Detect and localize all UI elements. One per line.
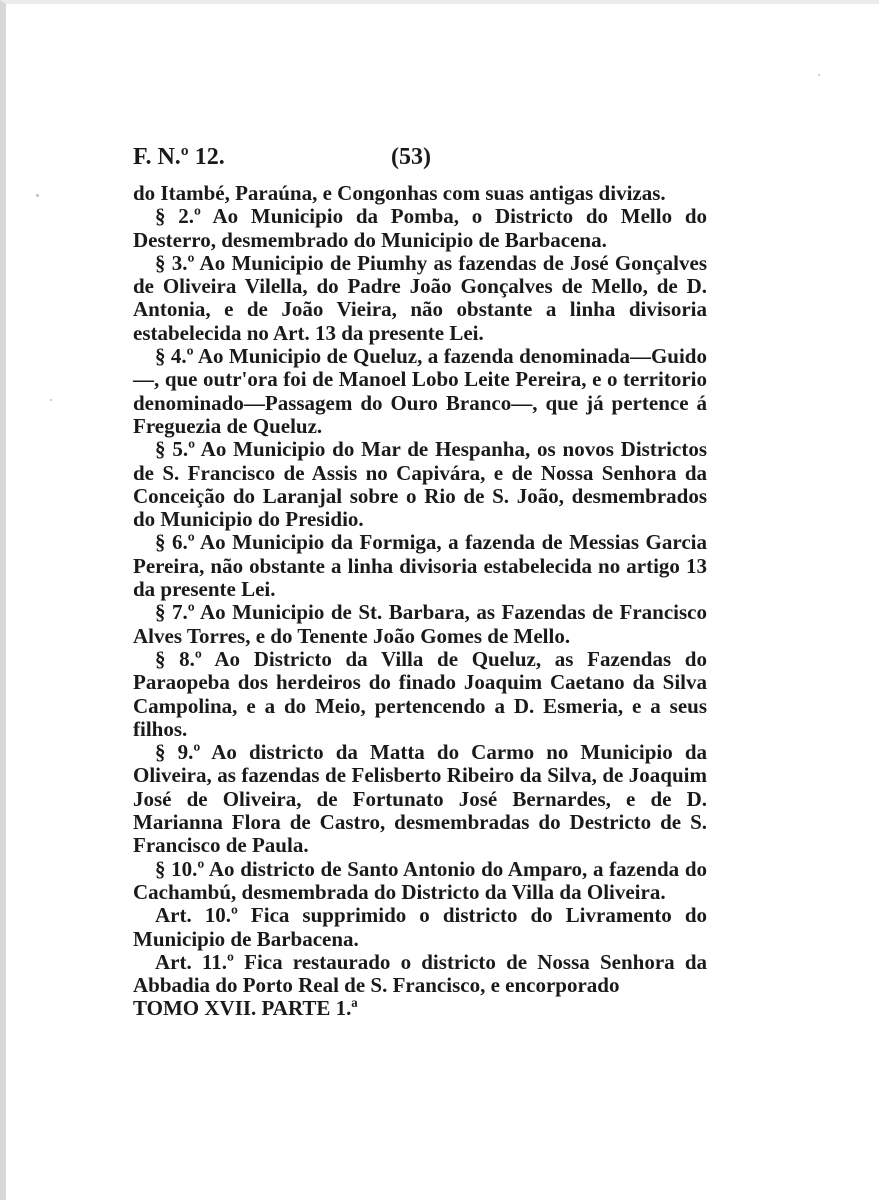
paragraph: § 10.º Ao districto de Santo Antonio do Amparo, a fazenda do Cachambú, desmembrada do Districto da Villa da Oliveira. (133, 856, 707, 904)
paper-speck (818, 74, 820, 76)
paragraph: § 3.º Ao Municipio de Piumhy as fazendas de José Gonçalves de Oliveira Vilella, do Padre João Gonçalves de Mello, de D. Antonia, e de João Vieira, não obstante a linha divisoria estabelecida no Art. 13 da presente Lei. (133, 250, 707, 345)
paragraph: Art. 10.º Fica supprimido o districto do Livramento do Municipio de Barbacena. (133, 903, 707, 951)
paragraph: Art. 11.º Fica restaurado o districto de Nossa Senhora da Abbadia do Porto Real de S. Francisco, e encorporado (133, 949, 707, 998)
paper-speck (36, 194, 39, 197)
paragraph: § 4.º Ao Municipio de Queluz, a fazenda denominada—Guido—, que outr'ora foi de Manoel Lobo Leite Pereira, e o territorio denominado—Passagem do Ouro Branco—, que já pertence á Freguezia de Queluz. (133, 344, 707, 438)
paragraph: § 9.º Ao districto da Matta do Carmo no Municipio da Oliveira, as fazendas de Felisberto Ribeiro da Silva, de Joaquim José de Oliveira, de Fortunato José Bernardes, e de D. Marianna Flora de Castro, desmembradas do Destricto de S. Francisco de Paula. (133, 740, 707, 858)
form-reference: F. N.º 12. (133, 144, 225, 170)
paragraph: § 8.º Ao Districto da Villa de Queluz, as Fazendas do Paraopeba dos herdeiros do finado Joaquim Caetano da Silva Campolina, e a do Meio, pertencendo a D. Esmeria, e a seus filhos. (133, 646, 707, 741)
paragraph: § 7.º Ao Municipio de St. Barbara, as Fazendas de Francisco Alves Torres, e do Tenente João Gomes de Mello. (133, 600, 707, 648)
volume-footer: TOMO XVII. PARTE 1.ª (133, 996, 358, 1021)
paragraph: do Itambé, Paraúna, e Congonhas com suas antigas divizas. (133, 181, 666, 205)
page-number: (53) (391, 144, 431, 170)
page-header (133, 144, 693, 176)
paragraph: § 5.º Ao Municipio do Mar de Hespanha, os novos Districtos de S. Francisco de Assis no Capivára, e de Nossa Senhora da Conceição do Laranjal sobre o Rio de S. João, desmembrados do Municipio do Presidio. (133, 437, 707, 532)
body-text (133, 182, 707, 1021)
paragraph: § 6.º Ao Municipio da Formiga, a fazenda de Messias Garcia Pereira, não obstante a linha divisoria estabelecida no artigo 13 da presente Lei. (133, 530, 707, 602)
paragraph: § 2.º Ao Municipio da Pomba, o Districto do Mello do Desterro, desmembrado do Municipio de Barbacena. (133, 204, 707, 252)
paper-speck (50, 399, 52, 401)
